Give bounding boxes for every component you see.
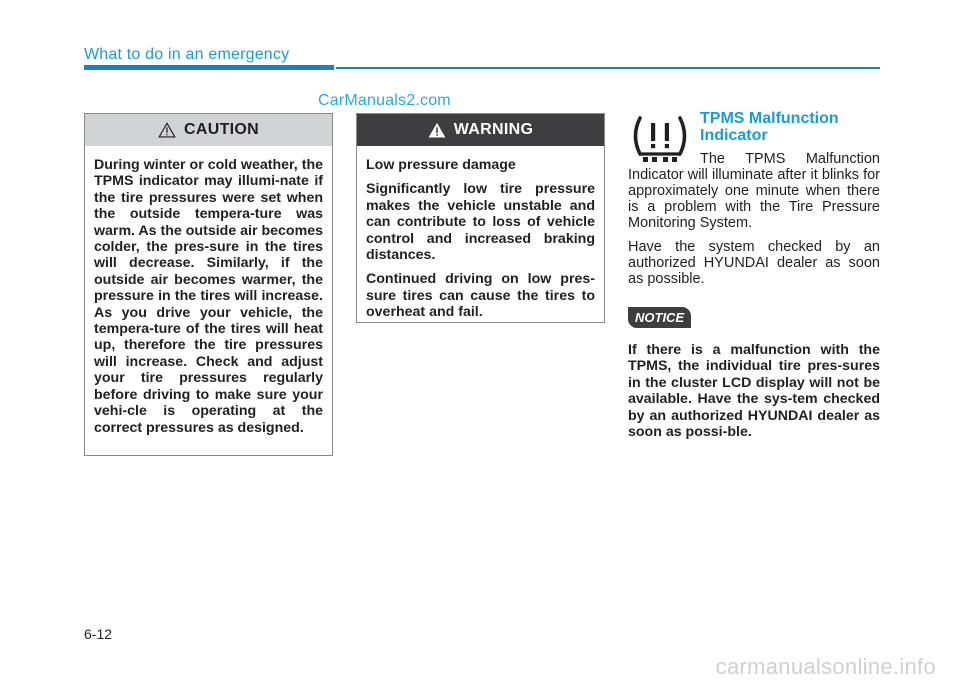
tpms-section [628, 110, 880, 440]
tpms-title-line: Indicator [700, 127, 768, 144]
warning-triangle-filled-icon [428, 122, 446, 138]
tpms-description: The TPMS Malfunction Indicator will illuminate after it blinks for approximately one minute when there is a problem with the Tire Pressure Monitoring System. [628, 151, 880, 231]
page-number: 6-12 [84, 626, 113, 642]
caution-title: CAUTION [184, 121, 259, 138]
header-rule-thin [336, 67, 880, 69]
caution-box [84, 113, 333, 456]
warning-paragraph: Significantly low tire pressure makes the vehicle unstable and can contribute to loss of vehicle control and increased braking distances. [366, 181, 595, 264]
warning-triangle-outline-icon [158, 122, 176, 138]
header-rule-thick [84, 65, 334, 70]
warning-title: WARNING [453, 121, 534, 138]
warning-body [357, 146, 604, 321]
tpms-dealer-advice: Have the system checked by an authorized HYUNDAI dealer as soon as possible. [628, 239, 880, 287]
watermark-top: CarManuals2.com [318, 92, 451, 109]
caution-text: During winter or cold weather, the TPMS indicator may illumi-nate if the tire pressures were set when the outside tempera-ture was warm. As the outside air becomes colder, the pres-sure in the tires will decrease. Similarly, if the outside air becomes warmer, the pressure in the tires will increase. As you drive your vehicle, the tempera-ture of the tires will heat up, therefore the tire pressures will increase. Check and adjust your tire pressures regularly before driving to make sure your vehi-cle is operating at the correct pressures as designed. [94, 157, 323, 436]
warning-paragraph: Continued driving on low pres-sure tires can cause the tires to overheat and fail. [366, 271, 595, 321]
notice-badge: NOTICE [628, 307, 691, 328]
watermark-bottom: carmanualsonline.info [715, 654, 936, 679]
warning-header [357, 114, 604, 146]
tpms-title [700, 110, 880, 144]
warning-subtitle: Low pressure damage [366, 157, 516, 173]
caution-header [85, 114, 332, 146]
tpms-malfunction-indicator-icon [628, 114, 692, 166]
warning-box [356, 113, 605, 323]
tpms-title-line: TPMS Malfunction [700, 110, 839, 127]
caution-body [85, 146, 332, 436]
section-title: What to do in an emergency [84, 46, 290, 63]
notice-text: If there is a malfunction with the TPMS, the individual tire pres-sures in the cluster LCD display will not be available. Have the sys-tem checked by an authorized HYUNDAI dealer as soon as possi-ble. [628, 342, 880, 441]
